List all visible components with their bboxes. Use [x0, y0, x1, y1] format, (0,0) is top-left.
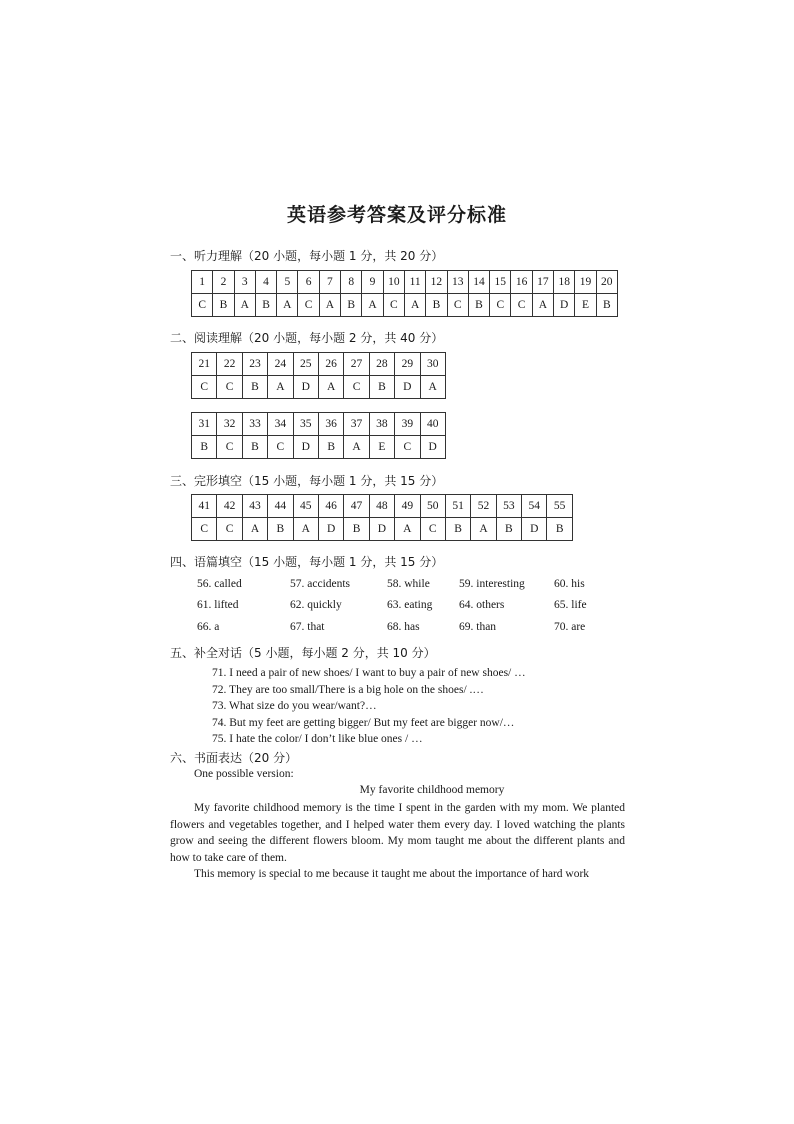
answer-cell: A: [404, 294, 425, 317]
question-number-cell: 23: [242, 353, 267, 376]
question-number-cell: 3: [234, 271, 255, 294]
question-number-cell: 32: [217, 413, 242, 436]
question-number-cell: 16: [511, 271, 532, 294]
question-number-cell: 39: [395, 413, 420, 436]
table-row-numbers: [192, 271, 618, 294]
answer-cell: C: [192, 294, 213, 317]
answer-cell: B: [344, 518, 369, 541]
question-number-cell: 34: [268, 413, 293, 436]
cloze-answer-table: [191, 494, 573, 541]
reading-answer-table-2: [191, 412, 446, 459]
dialogue-answer: 75. I hate the color/ I don’t like blue ones / …: [212, 733, 423, 745]
question-number-cell: 15: [490, 271, 511, 294]
question-number-cell: 2: [213, 271, 234, 294]
answer-cell: D: [293, 436, 318, 459]
fill-in-answer: 58. while: [387, 578, 430, 590]
answer-cell: A: [268, 376, 293, 399]
answer-cell: B: [496, 518, 521, 541]
answer-cell: C: [268, 436, 293, 459]
question-number-cell: 43: [242, 495, 267, 518]
fill-in-answer: 60. his: [554, 578, 585, 590]
fill-in-answer: 70. are: [554, 621, 586, 633]
answer-cell: B: [369, 376, 394, 399]
fill-in-answer: 69. than: [459, 621, 497, 633]
question-number-cell: 29: [395, 353, 420, 376]
question-number-cell: 22: [217, 353, 242, 376]
answer-cell: D: [554, 294, 575, 317]
answer-cell: B: [255, 294, 276, 317]
answer-cell: A: [293, 518, 318, 541]
question-number-cell: 41: [192, 495, 217, 518]
answer-cell: D: [395, 376, 420, 399]
answer-cell: C: [383, 294, 404, 317]
answer-cell: B: [341, 294, 362, 317]
question-number-cell: 4: [255, 271, 276, 294]
question-number-cell: 36: [318, 413, 343, 436]
question-number-cell: 31: [192, 413, 217, 436]
section-cloze-heading: 三、完形填空（15 小题，每小题 1 分，共 15 分）: [170, 474, 444, 488]
answer-cell: A: [420, 376, 445, 399]
answer-cell: E: [575, 294, 596, 317]
table-row-answers: [192, 376, 446, 399]
table-row-answers: [192, 436, 446, 459]
section-reading-heading: 二、阅读理解（20 小题，每小题 2 分，共 40 分）: [170, 331, 444, 345]
question-number-cell: 10: [383, 271, 404, 294]
answer-cell: D: [522, 518, 547, 541]
question-number-cell: 28: [369, 353, 394, 376]
answer-cell: C: [192, 376, 217, 399]
answer-cell: A: [318, 376, 343, 399]
fill-in-answer: 64. others: [459, 599, 505, 611]
answer-cell: C: [447, 294, 468, 317]
question-number-cell: 13: [447, 271, 468, 294]
question-number-cell: 49: [395, 495, 420, 518]
question-number-cell: 27: [344, 353, 369, 376]
fill-in-answer: 67. that: [290, 621, 325, 633]
answer-cell: D: [369, 518, 394, 541]
table-row-numbers: [192, 495, 573, 518]
dialogue-answer: 71. I need a pair of new shoes/ I want to buy a pair of new shoes/ …: [212, 667, 526, 679]
dialogue-answer: 73. What size do you wear/want?…: [212, 700, 377, 712]
question-number-cell: 7: [319, 271, 340, 294]
answer-cell: C: [490, 294, 511, 317]
question-number-cell: 44: [268, 495, 293, 518]
fill-in-answer: 61. lifted: [197, 599, 239, 611]
question-number-cell: 21: [192, 353, 217, 376]
question-number-cell: 1: [192, 271, 213, 294]
answer-cell: D: [420, 436, 445, 459]
writing-intro: One possible version:: [194, 768, 294, 780]
answer-cell: C: [192, 518, 217, 541]
question-number-cell: 37: [344, 413, 369, 436]
answer-cell: D: [318, 518, 343, 541]
answer-cell: C: [511, 294, 532, 317]
question-number-cell: 46: [318, 495, 343, 518]
question-number-cell: 42: [217, 495, 242, 518]
answer-cell: C: [217, 518, 242, 541]
listening-answer-table: [191, 270, 618, 317]
question-number-cell: 19: [575, 271, 596, 294]
answer-cell: A: [344, 436, 369, 459]
question-number-cell: 38: [369, 413, 394, 436]
answer-cell: C: [217, 436, 242, 459]
question-number-cell: 11: [404, 271, 425, 294]
answer-cell: A: [362, 294, 383, 317]
fill-in-answer: 56. called: [197, 578, 242, 590]
reading-answer-table-1: [191, 352, 446, 399]
question-number-cell: 47: [344, 495, 369, 518]
answer-cell: B: [268, 518, 293, 541]
question-number-cell: 26: [318, 353, 343, 376]
fill-in-answer: 68. has: [387, 621, 420, 633]
essay-paragraph-1: My favorite childhood memory is the time I spent in the garden with my mom. We planted flowers and vegetables together, and I helped water them every day. I loved watching the plants grow and seeing the different flowers bloom. My mom taught me about the different plants and how to take care of them.: [170, 802, 625, 864]
answer-cell: D: [293, 376, 318, 399]
answer-cell: C: [344, 376, 369, 399]
answer-cell: B: [242, 376, 267, 399]
question-number-cell: 50: [420, 495, 445, 518]
fill-in-answer: 63. eating: [387, 599, 433, 611]
dialogue-answer: 74. But my feet are getting bigger/ But my feet are bigger now/…: [212, 717, 515, 729]
answer-cell: C: [420, 518, 445, 541]
section-fill-in-heading: 四、语篇填空（15 小题，每小题 1 分，共 15 分）: [170, 555, 444, 569]
fill-in-answer: 66. a: [197, 621, 220, 633]
question-number-cell: 5: [277, 271, 298, 294]
fill-in-row: [197, 599, 637, 615]
fill-in-row: [197, 621, 637, 637]
question-number-cell: 40: [420, 413, 445, 436]
answer-cell: C: [298, 294, 319, 317]
answer-cell: B: [426, 294, 447, 317]
answer-cell: A: [395, 518, 420, 541]
answer-cell: B: [596, 294, 617, 317]
answer-cell: C: [217, 376, 242, 399]
dialogue-answer: 72. They are too small/There is a big hole on the shoes/ .…: [212, 684, 484, 696]
question-number-cell: 30: [420, 353, 445, 376]
question-number-cell: 14: [468, 271, 489, 294]
answer-cell: B: [213, 294, 234, 317]
question-number-cell: 45: [293, 495, 318, 518]
question-number-cell: 48: [369, 495, 394, 518]
section-writing-heading: 六、书面表达（20 分）: [170, 751, 298, 765]
answer-cell: C: [395, 436, 420, 459]
table-row-numbers: [192, 353, 446, 376]
fill-in-row: [197, 578, 637, 594]
section-listening-heading: 一、听力理解（20 小题，每小题 1 分，共 20 分）: [170, 249, 444, 263]
answer-cell: A: [319, 294, 340, 317]
fill-in-answer: 62. quickly: [290, 599, 342, 611]
question-number-cell: 9: [362, 271, 383, 294]
essay-paragraph-2: This memory is special to me because it taught me about the importance of hard work: [194, 868, 590, 880]
answer-cell: E: [369, 436, 394, 459]
question-number-cell: 33: [242, 413, 267, 436]
question-number-cell: 51: [445, 495, 470, 518]
question-number-cell: 52: [471, 495, 496, 518]
question-number-cell: 18: [554, 271, 575, 294]
fill-in-answer: 65. life: [554, 599, 587, 611]
question-number-cell: 54: [522, 495, 547, 518]
answer-cell: B: [318, 436, 343, 459]
answer-cell: A: [242, 518, 267, 541]
answer-cell: A: [471, 518, 496, 541]
answer-cell: B: [468, 294, 489, 317]
fill-in-answer: 57. accidents: [290, 578, 351, 590]
answer-cell: A: [532, 294, 553, 317]
question-number-cell: 35: [293, 413, 318, 436]
table-row-answers: [192, 294, 618, 317]
question-number-cell: 20: [596, 271, 617, 294]
answer-cell: A: [277, 294, 298, 317]
answer-cell: B: [547, 518, 572, 541]
question-number-cell: 12: [426, 271, 447, 294]
fill-in-answer: 59. interesting: [459, 578, 525, 590]
question-number-cell: 17: [532, 271, 553, 294]
question-number-cell: 55: [547, 495, 572, 518]
answer-cell: A: [234, 294, 255, 317]
essay-title: My favorite childhood memory: [359, 784, 505, 796]
question-number-cell: 8: [341, 271, 362, 294]
answer-cell: B: [192, 436, 217, 459]
section-dialogue-heading: 五、补全对话（5 小题，每小题 2 分，共 10 分）: [170, 646, 436, 660]
table-row-answers: [192, 518, 573, 541]
answer-cell: B: [445, 518, 470, 541]
question-number-cell: 24: [268, 353, 293, 376]
question-number-cell: 53: [496, 495, 521, 518]
page-title: 英语参考答案及评分标准: [286, 204, 507, 226]
question-number-cell: 6: [298, 271, 319, 294]
answer-cell: B: [242, 436, 267, 459]
table-row-numbers: [192, 413, 446, 436]
question-number-cell: 25: [293, 353, 318, 376]
